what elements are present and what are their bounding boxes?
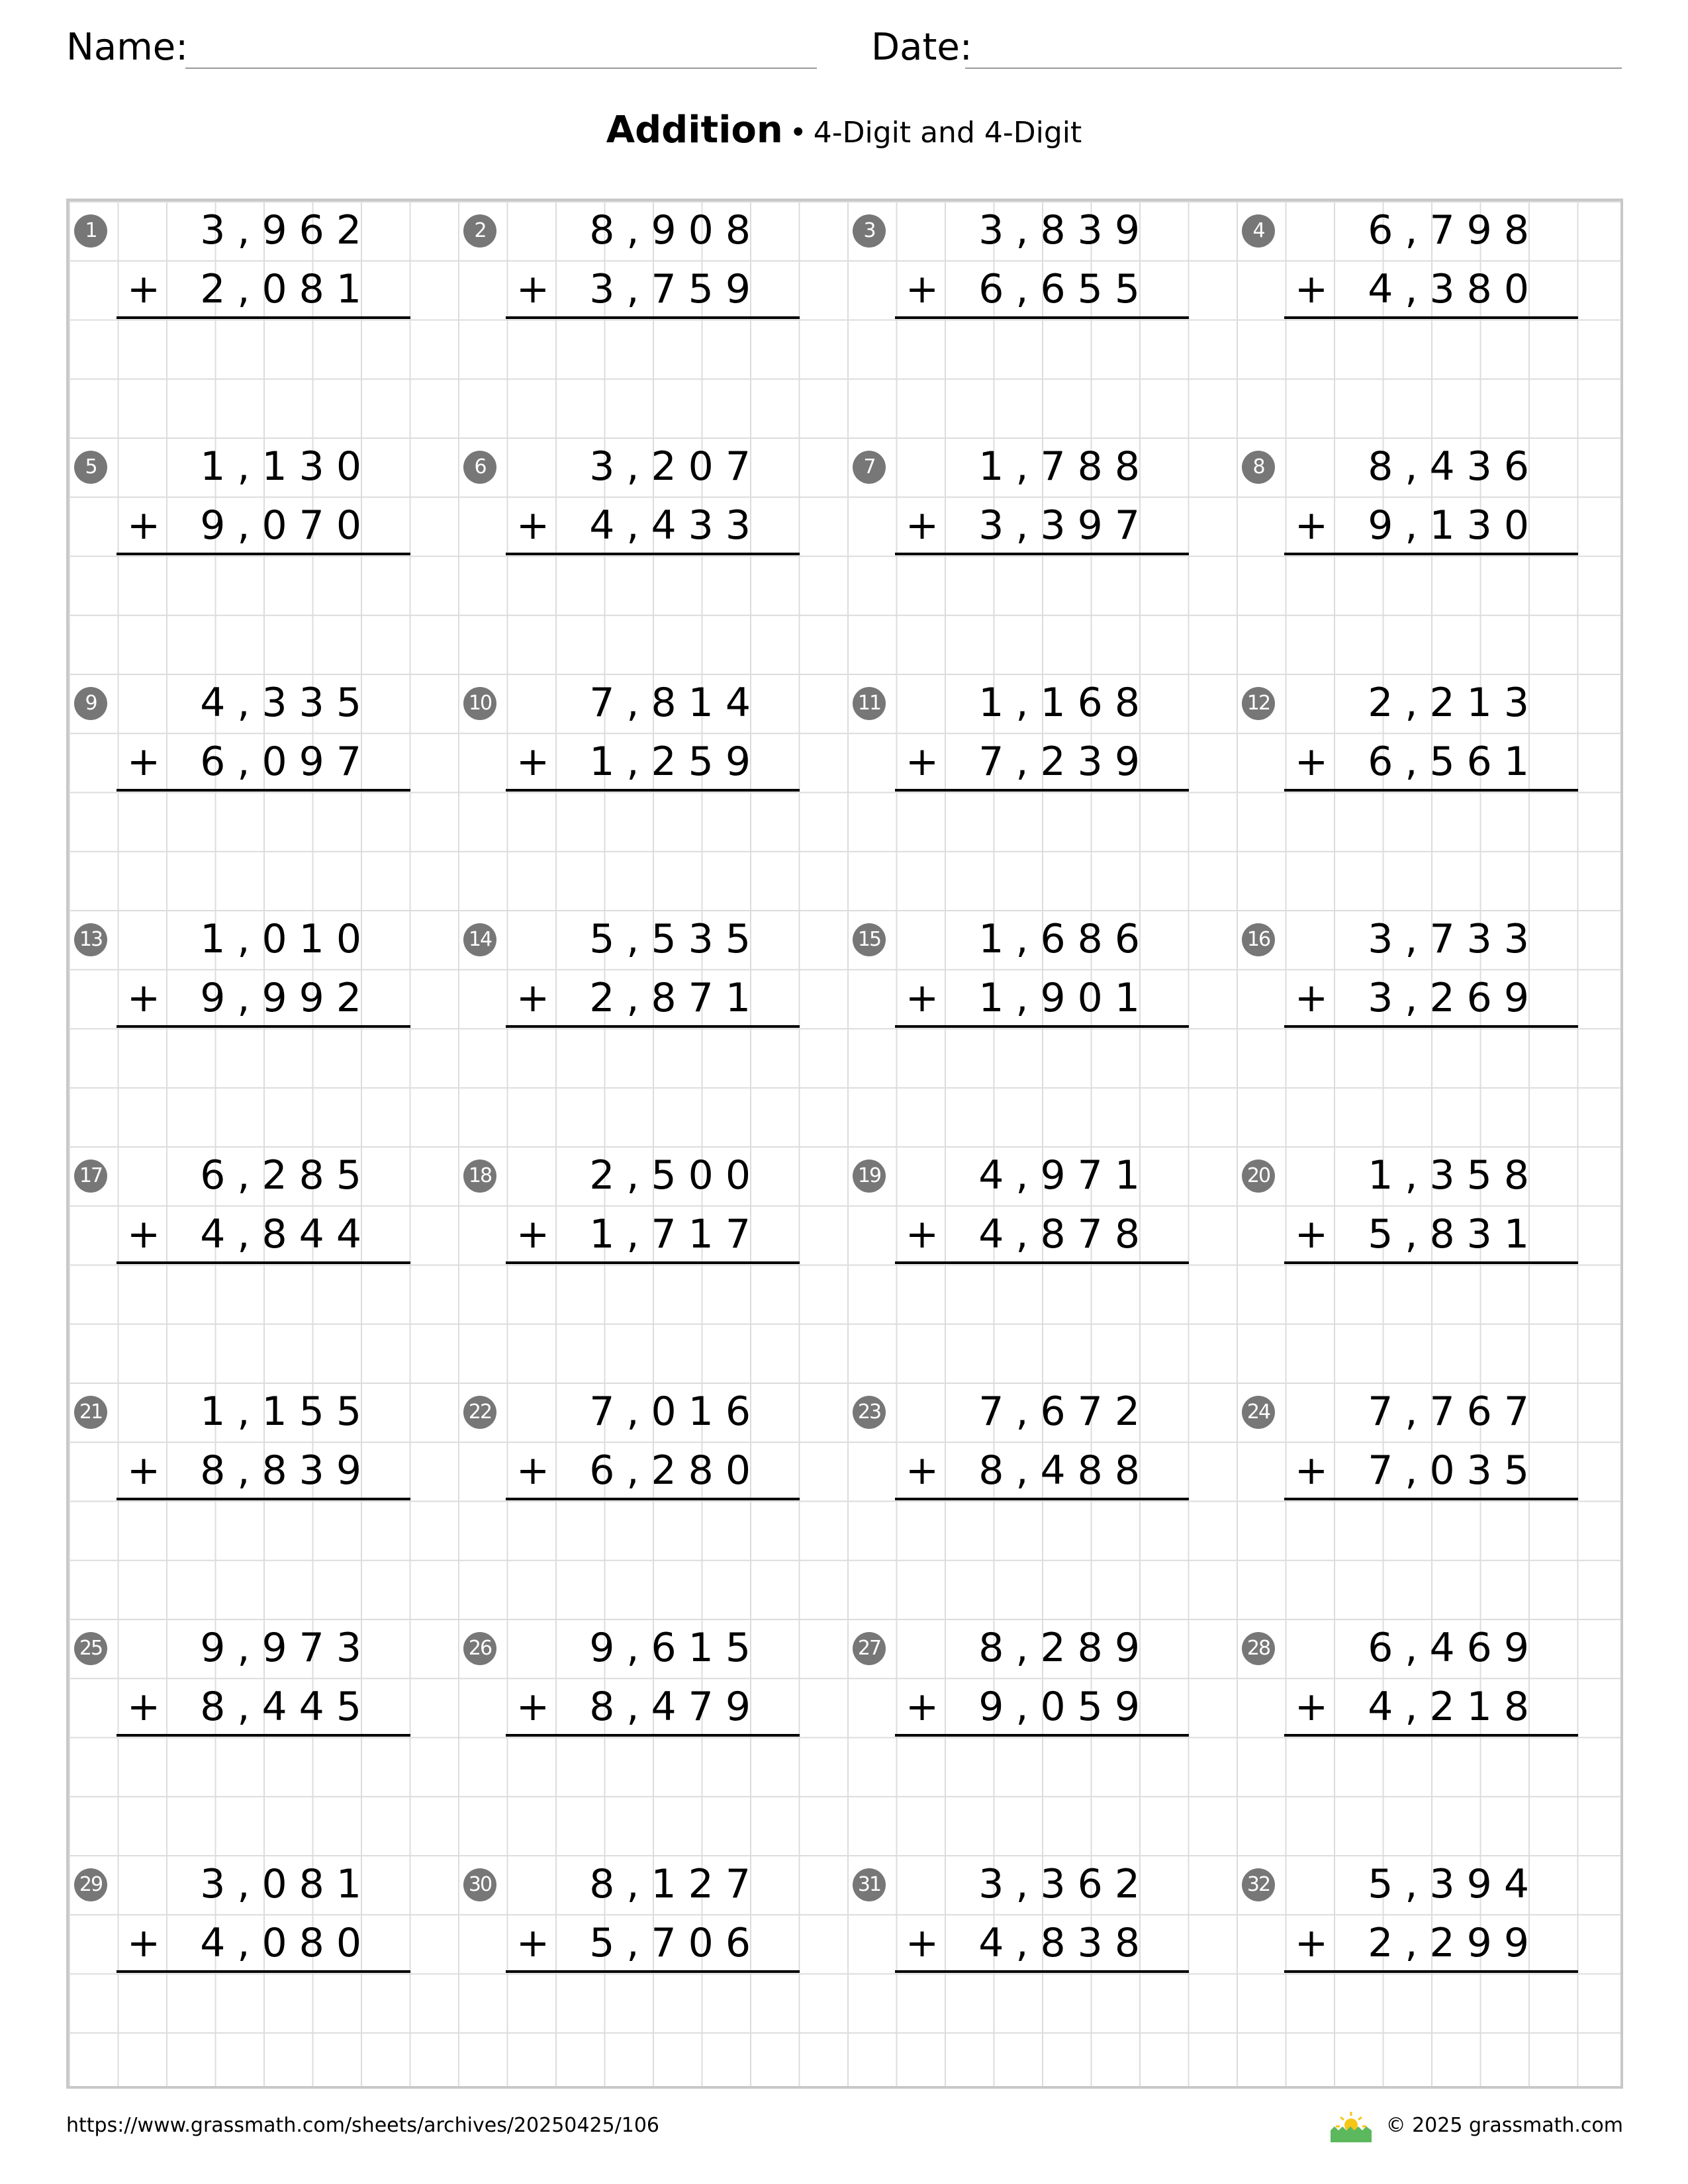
plus-sign: +: [905, 502, 939, 549]
name-line[interactable]: [185, 68, 817, 69]
addend-bottom-digits: 4,878: [978, 1211, 1152, 1257]
plus-sign: +: [126, 502, 161, 549]
addend-top: [847, 1619, 1237, 1678]
addend-bottom: [1237, 1441, 1623, 1500]
date-label: Date:: [871, 26, 972, 69]
problem-32: [1237, 1855, 1623, 2089]
problem-number-badge: 10: [463, 687, 496, 720]
addend-top-digits: 5,394: [1368, 1861, 1541, 1907]
addend-bottom: [1237, 1678, 1623, 1737]
plus-sign: +: [516, 1211, 550, 1257]
plus-sign: +: [905, 1920, 939, 1966]
answer-line[interactable]: [506, 1970, 800, 1973]
addend-top-digits: 1,010: [200, 916, 373, 962]
answer-line[interactable]: [1284, 1498, 1578, 1500]
addend-bottom-digits: 1,717: [589, 1211, 763, 1257]
problem-number-badge: 23: [853, 1396, 886, 1429]
answer-line[interactable]: [1284, 316, 1578, 319]
addend-top-digits: 4,971: [978, 1152, 1152, 1199]
addend-top: [458, 674, 847, 733]
addend-bottom-digits: 2,081: [200, 266, 373, 312]
plus-sign: +: [126, 975, 161, 1021]
addend-top: [1237, 1855, 1623, 1914]
title-subtitle: 4-Digit and 4-Digit: [813, 116, 1082, 150]
problem-11: [847, 674, 1237, 910]
problem-6: [458, 437, 847, 674]
problem-number-badge: 22: [463, 1396, 496, 1429]
addend-top-digits: 8,908: [589, 207, 763, 253]
plus-sign: +: [516, 1920, 550, 1966]
problem-number-badge: 7: [853, 451, 886, 484]
addend-top-digits: 9,973: [200, 1625, 373, 1671]
addend-bottom-digits: 9,070: [200, 502, 373, 549]
answer-line[interactable]: [1284, 1261, 1578, 1264]
plus-sign: +: [516, 1447, 550, 1494]
problem-27: [847, 1619, 1237, 1855]
plus-sign: +: [126, 739, 161, 785]
plus-sign: +: [516, 502, 550, 549]
answer-line[interactable]: [895, 553, 1189, 555]
addend-top: [847, 1146, 1237, 1205]
addend-bottom: [458, 1205, 847, 1264]
addend-bottom: [1237, 733, 1623, 792]
problem-number-badge: 1: [74, 214, 107, 248]
addend-top: [69, 1383, 458, 1441]
addend-bottom-digits: 1,259: [589, 739, 763, 785]
addend-top: [458, 1855, 847, 1914]
plus-sign: +: [905, 1684, 939, 1730]
addend-top-digits: 4,335: [200, 680, 373, 726]
addend-bottom: [847, 1205, 1237, 1264]
answer-line[interactable]: [117, 316, 410, 319]
addend-bottom: [847, 733, 1237, 792]
addend-top-digits: 6,285: [200, 1152, 373, 1199]
addend-top: [458, 1383, 847, 1441]
addend-bottom: [458, 1678, 847, 1737]
answer-line[interactable]: [506, 1261, 800, 1264]
answer-line[interactable]: [895, 789, 1189, 792]
problem-number-badge: 9: [74, 687, 107, 720]
addend-top-digits: 3,839: [978, 207, 1152, 253]
problem-number-badge: 20: [1242, 1160, 1275, 1193]
addend-bottom: [847, 969, 1237, 1028]
problem-19: [847, 1146, 1237, 1383]
addend-bottom: [458, 1441, 847, 1500]
addend-bottom: [458, 260, 847, 319]
plus-sign: +: [1294, 502, 1329, 549]
problem-24: [1237, 1383, 1623, 1619]
addend-bottom-digits: 8,479: [589, 1684, 763, 1730]
addend-bottom-digits: 4,080: [200, 1920, 373, 1966]
problem-grid: [66, 199, 1623, 2089]
problem-18: [458, 1146, 847, 1383]
addend-bottom-digits: 6,655: [978, 266, 1152, 312]
title-separator: •: [789, 116, 807, 150]
addend-bottom-digits: 4,433: [589, 502, 763, 549]
answer-line[interactable]: [895, 316, 1189, 319]
addend-bottom: [847, 260, 1237, 319]
addend-top-digits: 8,127: [589, 1861, 763, 1907]
problem-29: [69, 1855, 458, 2089]
addend-top: [69, 910, 458, 969]
problem-number-badge: 27: [853, 1632, 886, 1665]
addend-top: [1237, 910, 1623, 969]
addend-bottom: [847, 1441, 1237, 1500]
addend-top: [1237, 674, 1623, 733]
problem-number-badge: 8: [1242, 451, 1275, 484]
plus-sign: +: [126, 1447, 161, 1494]
answer-line[interactable]: [895, 1970, 1189, 1973]
addend-bottom: [69, 1441, 458, 1500]
plus-sign: +: [1294, 1920, 1329, 1966]
addend-bottom-digits: 8,445: [200, 1684, 373, 1730]
answer-line[interactable]: [895, 1734, 1189, 1737]
problem-number-badge: 29: [74, 1868, 107, 1901]
addend-bottom-digits: 7,239: [978, 739, 1152, 785]
addend-bottom: [1237, 496, 1623, 555]
plus-sign: +: [516, 739, 550, 785]
answer-line[interactable]: [117, 553, 410, 555]
answer-line[interactable]: [506, 1498, 800, 1500]
date-line[interactable]: [965, 68, 1622, 69]
plus-sign: +: [905, 739, 939, 785]
plus-sign: +: [126, 266, 161, 312]
name-label: Name:: [66, 26, 189, 69]
addend-bottom-digits: 2,299: [1368, 1920, 1541, 1966]
addend-bottom-digits: 5,706: [589, 1920, 763, 1966]
addend-bottom-digits: 6,097: [200, 739, 373, 785]
plus-sign: +: [1294, 1447, 1329, 1494]
answer-line[interactable]: [1284, 1734, 1578, 1737]
addend-top: [847, 437, 1237, 496]
addend-bottom-digits: 8,488: [978, 1447, 1152, 1494]
addend-top-digits: 7,672: [978, 1388, 1152, 1435]
answer-line[interactable]: [1284, 553, 1578, 555]
addend-top-digits: 6,798: [1368, 207, 1541, 253]
date-field[interactable]: [871, 26, 1622, 69]
addend-bottom-digits: 3,397: [978, 502, 1152, 549]
addend-top-digits: 1,788: [978, 443, 1152, 490]
addend-top: [1237, 437, 1623, 496]
problem-number-badge: 6: [463, 451, 496, 484]
addend-bottom-digits: 6,280: [589, 1447, 763, 1494]
problem-17: [69, 1146, 458, 1383]
problem-number-badge: 13: [74, 923, 107, 956]
addend-bottom: [458, 1914, 847, 1973]
problem-4: [1237, 201, 1623, 437]
plus-sign: +: [1294, 1211, 1329, 1257]
plus-sign: +: [516, 975, 550, 1021]
problem-9: [69, 674, 458, 910]
answer-line[interactable]: [117, 789, 410, 792]
problem-26: [458, 1619, 847, 1855]
addend-bottom: [69, 260, 458, 319]
addend-bottom-digits: 4,838: [978, 1920, 1152, 1966]
problem-25: [69, 1619, 458, 1855]
name-field[interactable]: [66, 26, 817, 69]
problem-21: [69, 1383, 458, 1619]
problem-number-badge: 16: [1242, 923, 1275, 956]
problem-22: [458, 1383, 847, 1619]
grass-sun-logo-icon: [1328, 2109, 1374, 2144]
problem-8: [1237, 437, 1623, 674]
addend-bottom: [847, 1678, 1237, 1737]
problem-20: [1237, 1146, 1623, 1383]
addend-top-digits: 6,469: [1368, 1625, 1541, 1671]
problem-number-badge: 15: [853, 923, 886, 956]
problem-14: [458, 910, 847, 1146]
problem-3: [847, 201, 1237, 437]
problem-number-badge: 21: [74, 1396, 107, 1429]
addend-bottom: [69, 496, 458, 555]
addend-top: [1237, 1146, 1623, 1205]
problem-number-badge: 26: [463, 1632, 496, 1665]
addend-top-digits: 7,767: [1368, 1388, 1541, 1435]
addend-top-digits: 1,155: [200, 1388, 373, 1435]
addend-top: [847, 1383, 1237, 1441]
addend-top: [1237, 201, 1623, 260]
addend-top: [69, 1855, 458, 1914]
problem-number-badge: 3: [853, 214, 886, 248]
addend-top: [69, 674, 458, 733]
addend-bottom: [847, 496, 1237, 555]
problem-number-badge: 4: [1242, 214, 1275, 248]
addend-top: [1237, 1619, 1623, 1678]
problem-number-badge: 18: [463, 1160, 496, 1193]
footer-brand: [1328, 2109, 1623, 2144]
addend-top-digits: 1,130: [200, 443, 373, 490]
addend-bottom-digits: 5,831: [1368, 1211, 1541, 1257]
addend-bottom: [1237, 969, 1623, 1028]
addend-top: [69, 1146, 458, 1205]
problem-number-badge: 31: [853, 1868, 886, 1901]
plus-sign: +: [126, 1684, 161, 1730]
addend-bottom-digits: 4,218: [1368, 1684, 1541, 1730]
addend-top-digits: 1,686: [978, 916, 1152, 962]
answer-line[interactable]: [1284, 1025, 1578, 1028]
problem-number-badge: 30: [463, 1868, 496, 1901]
addend-bottom: [69, 733, 458, 792]
problem-number-badge: 14: [463, 923, 496, 956]
answer-line[interactable]: [506, 789, 800, 792]
addend-bottom: [69, 1205, 458, 1264]
problem-number-badge: 5: [74, 451, 107, 484]
addend-top: [69, 201, 458, 260]
addend-top: [458, 1146, 847, 1205]
problem-28: [1237, 1619, 1623, 1855]
addend-bottom: [458, 969, 847, 1028]
plus-sign: +: [516, 266, 550, 312]
addend-top: [847, 201, 1237, 260]
answer-line[interactable]: [117, 1498, 410, 1500]
footer-copyright: © 2025 grassmath.com: [1385, 2114, 1623, 2137]
addend-bottom-digits: 3,269: [1368, 975, 1541, 1021]
addend-bottom-digits: 4,844: [200, 1211, 373, 1257]
addend-top-digits: 7,016: [589, 1388, 763, 1435]
problem-23: [847, 1383, 1237, 1619]
problem-10: [458, 674, 847, 910]
answer-line[interactable]: [506, 1734, 800, 1737]
problem-number-badge: 19: [853, 1160, 886, 1193]
addend-top-digits: 3,081: [200, 1861, 373, 1907]
addend-bottom: [458, 496, 847, 555]
addend-bottom: [1237, 1205, 1623, 1264]
addend-top: [847, 674, 1237, 733]
plus-sign: +: [1294, 739, 1329, 785]
problem-number-badge: 17: [74, 1160, 107, 1193]
title-main: Addition: [606, 109, 783, 152]
addend-top: [458, 910, 847, 969]
problem-7: [847, 437, 1237, 674]
problem-number-badge: 12: [1242, 687, 1275, 720]
addend-bottom-digits: 9,059: [978, 1684, 1152, 1730]
addend-top-digits: 1,168: [978, 680, 1152, 726]
problem-13: [69, 910, 458, 1146]
addend-bottom-digits: 8,839: [200, 1447, 373, 1494]
addend-top-digits: 7,814: [589, 680, 763, 726]
problem-12: [1237, 674, 1623, 910]
problem-number-badge: 28: [1242, 1632, 1275, 1665]
addend-top-digits: 3,733: [1368, 916, 1541, 962]
plus-sign: +: [126, 1920, 161, 1966]
answer-line[interactable]: [895, 1025, 1189, 1028]
answer-line[interactable]: [895, 1261, 1189, 1264]
problem-31: [847, 1855, 1237, 2089]
plus-sign: +: [905, 266, 939, 312]
problem-5: [69, 437, 458, 674]
answer-line[interactable]: [1284, 789, 1578, 792]
problem-number-badge: 24: [1242, 1396, 1275, 1429]
addend-bottom: [847, 1914, 1237, 1973]
addend-top-digits: 1,358: [1368, 1152, 1541, 1199]
problem-16: [1237, 910, 1623, 1146]
addend-bottom: [1237, 1914, 1623, 1973]
addend-bottom-digits: 1,901: [978, 975, 1152, 1021]
answer-line[interactable]: [506, 553, 800, 555]
addend-top-digits: 3,207: [589, 443, 763, 490]
answer-line[interactable]: [506, 316, 800, 319]
addend-top-digits: 5,535: [589, 916, 763, 962]
plus-sign: +: [905, 975, 939, 1021]
problem-number-badge: 11: [853, 687, 886, 720]
addend-bottom-digits: 7,035: [1368, 1447, 1541, 1494]
addend-top: [69, 1619, 458, 1678]
addend-bottom-digits: 9,130: [1368, 502, 1541, 549]
addend-top-digits: 2,213: [1368, 680, 1541, 726]
addend-bottom-digits: 2,871: [589, 975, 763, 1021]
addend-bottom: [69, 969, 458, 1028]
plus-sign: +: [905, 1447, 939, 1494]
addend-top: [458, 201, 847, 260]
addend-bottom: [69, 1914, 458, 1973]
addend-bottom: [1237, 260, 1623, 319]
addend-top-digits: 8,289: [978, 1625, 1152, 1671]
addend-top: [847, 1855, 1237, 1914]
answer-line[interactable]: [117, 1970, 410, 1973]
addend-bottom-digits: 9,992: [200, 975, 373, 1021]
problem-number-badge: 25: [74, 1632, 107, 1665]
problem-15: [847, 910, 1237, 1146]
worksheet-title: [0, 106, 1688, 155]
addend-top: [458, 437, 847, 496]
addend-top: [847, 910, 1237, 969]
footer-url: https://www.grassmath.com/sheets/archives/20250425/106: [66, 2114, 660, 2137]
answer-line[interactable]: [895, 1498, 1189, 1500]
problem-2: [458, 201, 847, 437]
plus-sign: +: [1294, 1684, 1329, 1730]
answer-line[interactable]: [117, 1261, 410, 1264]
plus-sign: +: [1294, 266, 1329, 312]
plus-sign: +: [905, 1211, 939, 1257]
addend-top-digits: 8,436: [1368, 443, 1541, 490]
problem-1: [69, 201, 458, 437]
addend-bottom-digits: 3,759: [589, 266, 763, 312]
addend-bottom: [69, 1678, 458, 1737]
addend-top-digits: 3,962: [200, 207, 373, 253]
addend-bottom-digits: 6,561: [1368, 739, 1541, 785]
plus-sign: +: [516, 1684, 550, 1730]
problem-number-badge: 2: [463, 214, 496, 248]
answer-line[interactable]: [117, 1734, 410, 1737]
answer-line[interactable]: [1284, 1970, 1578, 1973]
addend-top-digits: 2,500: [589, 1152, 763, 1199]
addend-top: [458, 1619, 847, 1678]
plus-sign: +: [1294, 975, 1329, 1021]
problem-30: [458, 1855, 847, 2089]
plus-sign: +: [126, 1211, 161, 1257]
answer-line[interactable]: [117, 1025, 410, 1028]
addend-top: [69, 437, 458, 496]
problem-number-badge: 32: [1242, 1868, 1275, 1901]
addend-bottom: [458, 733, 847, 792]
addend-bottom-digits: 4,380: [1368, 266, 1541, 312]
addend-top-digits: 3,362: [978, 1861, 1152, 1907]
addend-top-digits: 9,615: [589, 1625, 763, 1671]
answer-line[interactable]: [506, 1025, 800, 1028]
addend-top: [1237, 1383, 1623, 1441]
